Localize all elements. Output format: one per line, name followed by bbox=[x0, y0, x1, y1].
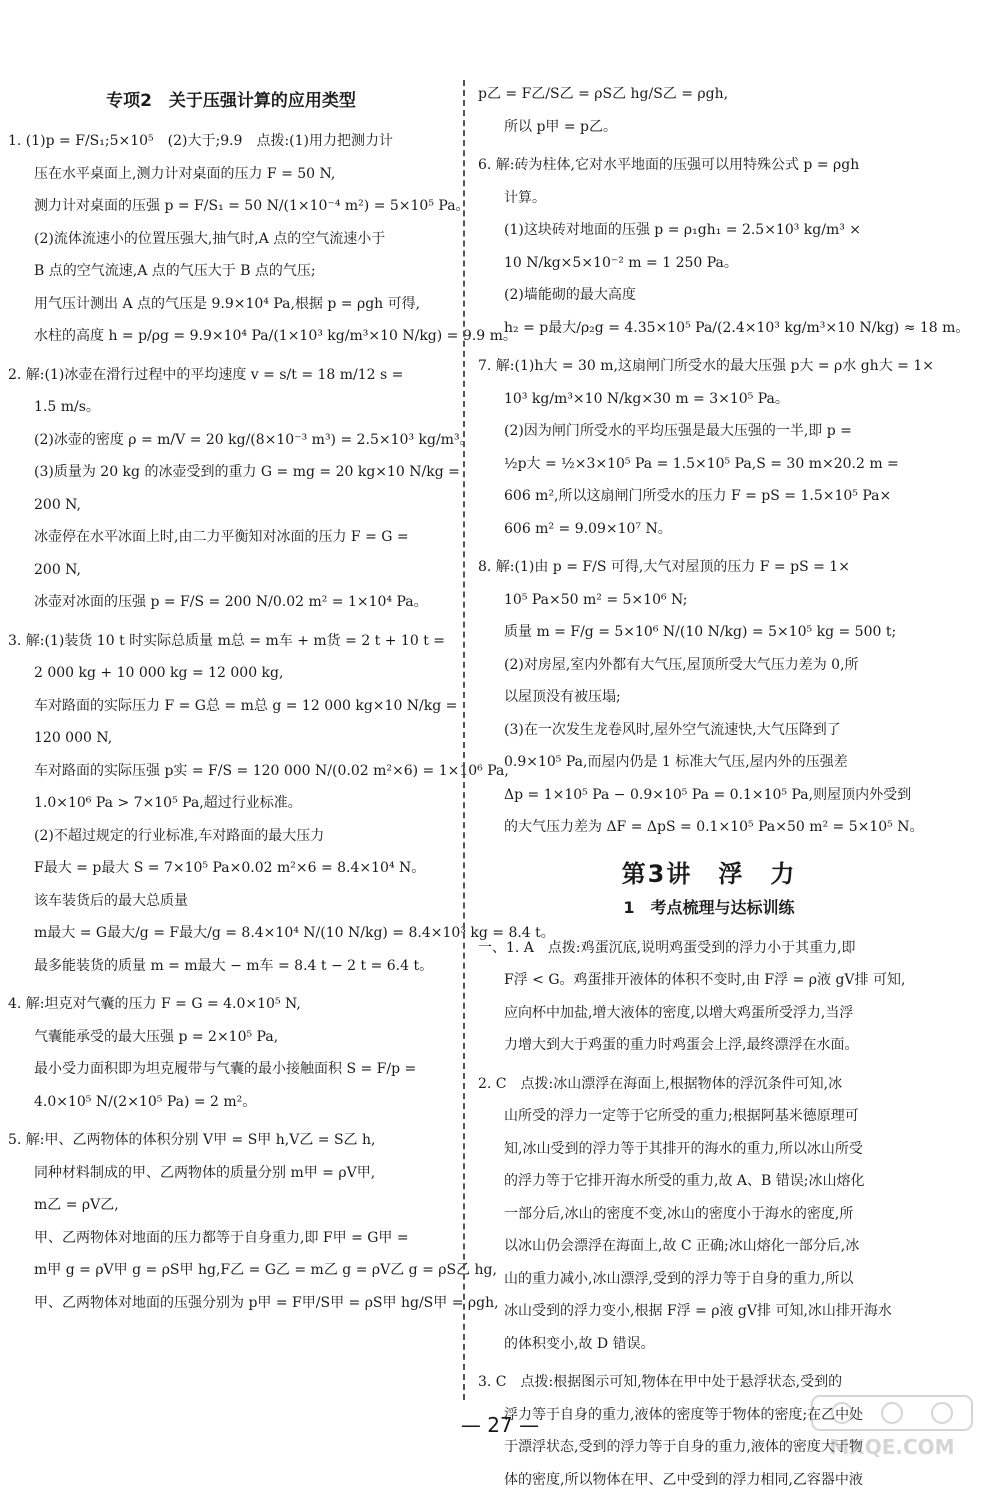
answer-item bbox=[8, 625, 555, 983]
answer-line: 的体积变小,故 D 错误。 bbox=[504, 1335, 655, 1352]
section-title: 专项2 关于压强计算的应用类型 bbox=[106, 91, 356, 111]
answer-line: 1.5 m/s。 bbox=[34, 399, 100, 415]
answer-line: 4.0×10⁵ N/(2×10⁵ Pa) = 2 m²。 bbox=[34, 1093, 257, 1110]
right-column bbox=[478, 78, 970, 1502]
answer-line: (3)质量为 20 kg 的冰壶受到的重力 G = mg = 20 kg×10 N/kg = bbox=[34, 464, 460, 480]
answer-line: (2)墙能砌的最大高度 bbox=[504, 287, 636, 303]
column-divider bbox=[463, 80, 465, 1400]
answer-line: 力增大到大于鸡蛋的重力时鸡蛋会上浮,最终漂浮在水面。 bbox=[504, 1037, 859, 1053]
answer-line: 4. 解:坦克对气囊的压力 F = G = 4.0×10⁵ N, bbox=[8, 996, 301, 1012]
answer-line: 冰壶对冰面的压强 p = F/S = 200 N/0.02 m² = 1×10⁴ Pa。 bbox=[34, 594, 428, 610]
answer-line: 1. (1)p = F/S₁;5×10⁵ (2)大于;9.9 点拨:(1)用力把测力计 bbox=[8, 133, 394, 149]
answer-line: (2)不超过规定的行业标准,车对路面的最大压力 bbox=[34, 827, 325, 844]
answer-line: 该车装货后的最大总质量 bbox=[34, 892, 188, 909]
answer-item bbox=[478, 551, 940, 844]
answer-line: 3. C 点拨:根据图示可知,物体在甲中处于悬浮状态,受到的 bbox=[478, 1374, 843, 1390]
answer-line: 10⁵ Pa×50 m² = 5×10⁶ N; bbox=[504, 591, 688, 608]
answer-line: m最大 = G最大/g = F最大/g = 8.4×10⁴ N/(10 N/kg) = 8.4×10³ kg = 8.4 t。 bbox=[34, 925, 555, 941]
answer-line: 一、1. A 点拨:鸡蛋沉底,说明鸡蛋受到的浮力小于其重力,即 bbox=[478, 939, 856, 956]
answer-line: 2. 解:(1)冰壶在滑行过程中的平均速度 v = s/t = 18 m/12 s = bbox=[8, 366, 404, 383]
answer-line: B 点的空气流速,A 点的气压大于 B 点的气压; bbox=[34, 263, 316, 279]
answer-line: 所以 p甲 = p乙。 bbox=[504, 118, 618, 135]
answer-item bbox=[478, 78, 940, 143]
answer-line: 浮力等于自身的重力,液体的密度等于物体的密度;在乙中处 bbox=[504, 1406, 864, 1423]
answer-line: 的大气压力差为 ΔF = ΔpS = 0.1×10⁵ Pa×50 m² = 5×10⁵ N。 bbox=[504, 819, 924, 835]
answer-line: (1)这块砖对地面的压强 p = ρ₁gh₁ = 2.5×10³ kg/m³ × bbox=[504, 222, 862, 238]
answer-line: 2 000 kg + 10 000 kg = 12 000 kg, bbox=[34, 665, 284, 681]
answer-item bbox=[478, 1068, 940, 1361]
answer-line: 2. C 点拨:冰山漂浮在海面上,根据物体的浮沉条件可知,冰 bbox=[478, 1075, 843, 1092]
answer-line: (2)流体流速小的位置压强大,抽气时,A 点的空气流速小于 bbox=[34, 230, 386, 247]
answer-line: m甲 g = ρV甲 g = ρS甲 hg,F乙 = G乙 = m乙 g = ρV乙 g = ρS乙 hg, bbox=[34, 1262, 497, 1278]
answer-line: 水柱的高度 h = p/ρg = 9.9×10⁴ Pa/(1×10³ kg/m³×10 N/kg) = 9.9 m。 bbox=[34, 328, 517, 344]
answer-line: 10³ kg/m³×10 N/kg×30 m = 3×10⁵ Pa。 bbox=[504, 390, 789, 407]
answer-line: 知,冰山受到的浮力等于其排开的海水的重力,所以冰山所受 bbox=[504, 1140, 863, 1157]
answer-line: 5. 解:甲、乙两物体的体积分别 V甲 = S甲 h,V乙 = S乙 h, bbox=[8, 1132, 376, 1148]
answer-line: 一部分后,冰山的密度不变,冰山的密度小于海水的密度,所 bbox=[504, 1205, 854, 1222]
svg-text:MXQE.COM: MXQE.COM bbox=[829, 1435, 955, 1459]
answer-item bbox=[8, 1124, 499, 1319]
answer-line: 冰山受到的浮力变小,根据 F浮 = ρ液 gV排 可知,冰山排开海水 bbox=[504, 1303, 892, 1319]
answer-line: 606 m²,所以这扇闸门所受水的压力 F = pS = 1.5×10⁵ Pa× bbox=[504, 488, 892, 504]
answer-line: 用气压计测出 A 点的气压是 9.9×10⁴ Pa,根据 p = ρgh 可得, bbox=[34, 295, 421, 312]
answer-line: 最小受力面积即为坦克履带与气囊的最小接触面积 S = F/p = bbox=[34, 1061, 417, 1077]
answer-line: 1.0×10⁶ Pa > 7×10⁵ Pa,超过行业标准。 bbox=[34, 795, 302, 811]
answer-line: 压在水平桌面上,测力计对桌面的压力 F = 50 N, bbox=[34, 165, 336, 182]
answer-line: F浮 < G。鸡蛋排开液体的体积不变时,由 F浮 = ρ液 gV排 可知, bbox=[504, 972, 906, 988]
answer-line: 应向杯中加盐,增大液体的密度,以增大鸡蛋所受浮力,当浮 bbox=[504, 1004, 854, 1021]
answer-line: 于漂浮状态,受到的浮力等于自身的重力,液体的密度大于物 bbox=[504, 1439, 863, 1455]
answer-line: 10 N/kg×5×10⁻² m = 1 250 Pa。 bbox=[504, 254, 738, 271]
answer-item bbox=[8, 359, 474, 619]
answer-line: F最大 = p最大 S = 7×10⁵ Pa×0.02 m²×6 = 8.4×10⁴ N。 bbox=[34, 860, 426, 876]
answer-line: 8. 解:(1)由 p = F/S 可得,大气对屋顶的压力 F = pS = 1× bbox=[478, 559, 850, 575]
answer-line: 气囊能承受的最大压强 p = 2×10⁵ Pa, bbox=[34, 1028, 279, 1045]
answer-item bbox=[478, 149, 970, 344]
page-number: — 27 — bbox=[460, 1413, 540, 1437]
answer-line: 质量 m = F/g = 5×10⁶ N/(10 N/kg) = 5×10⁵ kg = 500 t; bbox=[504, 624, 897, 640]
answer-line: 200 N, bbox=[34, 496, 81, 513]
answer-line: 山所受的浮力一定等于它所受的重力;根据阿基米德原理可 bbox=[504, 1108, 859, 1124]
right-answer-list bbox=[478, 78, 970, 844]
answer-line: 以冰山仍会漂浮在海面上,故 C 正确;冰山熔化一部分后,冰 bbox=[504, 1238, 860, 1254]
answer-line: 最多能装货的质量 m = m最大 − m车 = 8.4 t − 2 t = 6.4 t。 bbox=[34, 957, 434, 974]
answer-item bbox=[8, 988, 454, 1118]
answer-line: (2)对房屋,室内外都有大气压,屋顶所受大气压力差为 0,所 bbox=[504, 656, 859, 673]
answer-line: 0.9×10⁵ Pa,而屋内仍是 1 标准大气压,屋内外的压强差 bbox=[504, 754, 848, 770]
answer-item bbox=[478, 350, 940, 545]
answer-line: 200 N, bbox=[34, 561, 81, 578]
watermark-icon bbox=[802, 1392, 982, 1462]
answer-line: 以屋顶没有被压塌; bbox=[504, 689, 621, 705]
answer-line: (3)在一次发生龙卷风时,屋外空气流速快,大气压降到了 bbox=[504, 721, 841, 738]
answer-line: 同种材料制成的甲、乙两物体的质量分别 m甲 = ρV甲, bbox=[34, 1164, 376, 1181]
answer-line: 车对路面的实际压强 p实 = F/S = 120 000 N/(0.02 m²×6) = 1×10⁶ Pa, bbox=[34, 762, 509, 779]
answer-line: 120 000 N, bbox=[34, 730, 113, 746]
answer-line: (2)冰壶的密度 ρ = m/V = 20 kg/(8×10⁻³ m³) = 2.5×10³ kg/m³。 bbox=[34, 431, 474, 448]
answer-item bbox=[478, 932, 940, 1062]
answer-line: 3. 解:(1)装货 10 t 时实际总质量 m总 = m车 + m货 = 2 t + 10 t = bbox=[8, 632, 446, 649]
answer-line: m乙 = ρV乙, bbox=[34, 1197, 119, 1213]
answer-line: p乙 = F乙/S乙 = ρS乙 hg/S乙 = ρgh, bbox=[478, 86, 729, 102]
answer-line: 606 m² = 9.09×10⁷ N。 bbox=[504, 520, 672, 537]
answer-line: (2)因为闸门所受水的平均压强是最大压强的一半,即 p = bbox=[504, 423, 852, 439]
answer-line: 6. 解:砖为柱体,它对水平地面的压强可以用特殊公式 p = ρgh bbox=[478, 157, 860, 173]
answer-item bbox=[8, 125, 517, 353]
answer-line: 体的密度,所以物体在甲、乙中受到的浮力相同,乙容器中液 bbox=[504, 1471, 863, 1488]
watermark-logo bbox=[802, 1392, 982, 1462]
answer-line: Δp = 1×10⁵ Pa − 0.9×10⁵ Pa = 0.1×10⁵ Pa,则屋顶内外受到 bbox=[504, 786, 912, 803]
chapter-subtitle: 1 考点梳理与达标训练 bbox=[623, 897, 795, 917]
answer-line: 山的重力减小,冰山漂浮,受到的浮力等于自身的重力,所以 bbox=[504, 1270, 854, 1287]
answer-line: 甲、乙两物体对地面的压强分别为 p甲 = F甲/S甲 = ρS甲 hg/S甲 = ρgh, bbox=[34, 1294, 499, 1311]
answer-line: h₂ = p最大/ρ₂g = 4.35×10⁵ Pa/(2.4×10³ kg/m³×10 N/kg) ≈ 18 m。 bbox=[504, 319, 970, 336]
answer-line: 冰壶停在水平冰面上时,由二力平衡知对冰面的压力 F = G = bbox=[34, 529, 409, 545]
answer-line: 甲、乙两物体对地面的压力都等于自身重力,即 F甲 = G甲 = bbox=[34, 1229, 409, 1246]
answer-line: ½p大 = ½×3×10⁵ Pa = 1.5×10⁵ Pa,S = 30 m×20.2 m = bbox=[504, 455, 899, 472]
chapter-title: 第3讲 浮 力 bbox=[621, 859, 797, 888]
answer-line: 计算。 bbox=[504, 189, 546, 206]
answer-line: 测力计对桌面的压强 p = F/S₁ = 50 N/(1×10⁻⁴ m²) = 5×10⁵ Pa。 bbox=[34, 198, 470, 214]
answer-line: 的浮力等于它排开海水所受的重力,故 A、B 错误;冰山熔化 bbox=[504, 1173, 865, 1189]
left-column bbox=[8, 78, 555, 1325]
answer-line: 7. 解:(1)h大 = 30 m,这扇闸门所受水的最大压强 p大 = ρ水 gh大 = 1× bbox=[478, 358, 934, 374]
answer-line: 车对路面的实际压力 F = G总 = m总 g = 12 000 kg×10 N/kg = bbox=[34, 697, 458, 714]
